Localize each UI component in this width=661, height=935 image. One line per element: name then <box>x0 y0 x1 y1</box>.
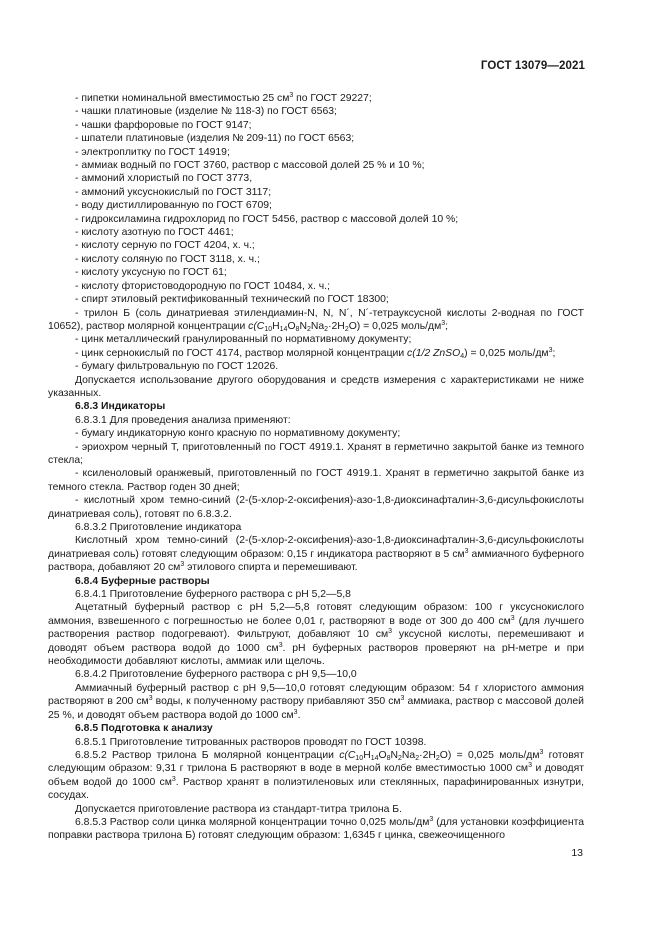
section-heading-6-8-4: 6.8.4 Буферные растворы <box>75 575 210 587</box>
paragraph: Ацетатный буферный раствор с pH 5,2—5,8 готовят следующим образом: 100 г уксуснокислого аммония, взвешенного с погрешностью не более 0,01 г, растворяют в воде от 300 до 400 $см^3$ (для лучшего растворения раствор подогревают). Фильтруют, добавляют 10 $см^3$ уксусной кислоты, перемешивают и доводят объем раствора водой до 1000 $см^3$. pH буферных растворов проверяют на pH-метре и при необходимости добавляют кислоты, аммиак или щелочь. <box>48 602 585 668</box>
list-item: - кислоту серную по ГОСТ 4204, х. ч.; <box>75 240 255 252</box>
document-body <box>48 92 584 843</box>
document-code: ГОСТ 13079—2021 <box>480 60 585 72</box>
list-item: - шпатели платиновые (изделия № 209-11) по ГОСТ 6563; <box>75 133 355 145</box>
list-item: - цинк металлический гранулированный по нормативному документу; <box>75 334 412 346</box>
list-item: - пипетки номинальной вместимостью 25 $см^3$ по ГОСТ 29227; <box>75 92 372 104</box>
list-item-trilon: - трилон Б (соль динатриевая этилендиамин-N, N, N´, N´-тетрауксусной кислоты 2-водная по ГОСТ 10652), раствор молярной концентрации $c(C_{10}H_{14}O_8N_2Na_2\cdot 2H_2O) = 0,025$ моль/$дм^3$; <box>48 307 584 333</box>
list-item: - аммоний хлористый по ГОСТ 3773, <box>75 173 253 185</box>
list-item: - ксиленоловый оранжевый, приготовленный по ГОСТ 4919.1. Хранят в герметично закрытой банке из темного стекла. Раствор годен 30 дней; <box>48 468 584 493</box>
section-heading-6-8-3: 6.8.3 Индикаторы <box>75 401 166 413</box>
list-item: - бумагу индикаторную конго красную по нормативному документу; <box>75 428 401 440</box>
list-item: - бумагу фильтровальную по ГОСТ 12026. <box>75 361 279 373</box>
list-item: - кислоту соляную по ГОСТ 3118, х. ч.; <box>75 253 260 265</box>
list-item: - кислотный хром темно-синий (2-(5-хлор-2-оксифения)-азо-1,8-диоксинафталин-3,6-дисульфокислоты динатриевая соль), готовят по 6.8.3.2. <box>48 495 584 520</box>
subsection-6-8-3-1: 6.8.3.1 Для проведения анализа применяют: <box>75 414 291 426</box>
subsection-6-8-3-2: 6.8.3.2 Приготовление индикатора <box>75 522 242 533</box>
subsection-6-8-4-2: 6.8.4.2 Приготовление буферного раствора с pH 9,5—10,0 <box>75 669 357 681</box>
list-item: - гидроксиламина гидрохлорид по ГОСТ 5456, раствор с массовой долей 10 %; <box>75 213 459 225</box>
paragraph: Аммиачный буферный раствор с pH 9,5—10,0 готовят следующим образом: 54 г хлористого аммония растворяют в 200 $см^3$ воды, к полученному раствору прибавляют 350 $см^3$ аммиака, раствор с массовой долей 25 %, и доводят объем раствора водой до 1000 $см^3$. <box>48 682 584 721</box>
list-item: - спирт этиловый ректификованный технический по ГОСТ 18300; <box>75 294 389 306</box>
list-item: - воду дистиллированную по ГОСТ 6709; <box>75 200 272 212</box>
list-item: - аммоний уксуснокислый по ГОСТ 3117; <box>75 186 272 198</box>
page-number: 13 <box>571 847 583 859</box>
list-item: - аммиак водный по ГОСТ 3760, раствор с массовой долей 25 % и 10 %; <box>75 160 425 172</box>
list-item: - чашки фарфоровые по ГОСТ 9147; <box>75 119 252 131</box>
subsection-6-8-5-1: 6.8.5.1 Приготовление титрованных растворов проводят по ГОСТ 10398. <box>75 736 427 748</box>
list-item: - электроплитку по ГОСТ 14919; <box>75 146 230 158</box>
list-item: - кислоту азотную по ГОСТ 4461; <box>75 227 234 239</box>
list-item: - кислоту уксусную по ГОСТ 61; <box>75 267 227 279</box>
list-item-zinc-sulfate: - цинк сернокислый по ГОСТ 4174, раствор молярной концентрации c(1/2 ZnSO$_4$) = 0,025 моль/$дм^3$; <box>75 346 556 360</box>
subsection-6-8-4-1: 6.8.4.1 Приготовление буферного раствора с pH 5,2—5,8 <box>75 589 351 601</box>
paragraph: Допускается использование другого оборудования и средств измерения с характеристиками не ниже указанных. <box>48 374 584 399</box>
list-item: - чашки платиновые (изделие № 118-3) по ГОСТ 6563; <box>75 106 337 118</box>
list-item: - эриохром черный Т, приготовленный по ГОСТ 4919.1. Хранят в герметично закрытой банке из темного стекла; <box>48 441 584 466</box>
paragraph: 6.8.5.3 Раствор соли цинка молярной концентрации точно 0,025 моль/$дм^3$ (для установки коэффициента поправки раствора трилона Б) готовят следующим образом: 1,6345 г цинка, свежеочищенного <box>48 815 584 842</box>
paragraph: 6.8.5.2 Раствор трилона Б молярной концентрации $c(C_{10}H_{14}O_8N_2Na_2\cdot 2H_2O) = 0,025$ моль/$дм^3$ готовят следующим образом: 9,31 г трилона Б растворяют в воде в мерной колбе вместимостью 1000 $см^3$ и доводят объем водой до 1000 $см^3$. Раствор хранят в полиэтиленовых или стеклянных, парафинированных изнутри, сосудах. <box>48 748 584 802</box>
paragraph: Допускается приготовление раствора из стандарт-титра трилона Б. <box>75 803 402 815</box>
list-item: - кислоту фтористоводородную по ГОСТ 10484, х. ч.; <box>75 280 330 292</box>
section-heading-6-8-5: 6.8.5 Подготовка к анализу <box>75 723 213 735</box>
paragraph: Кислотный хром темно-синий (2-(5-хлор-2-оксифения)-азо-1,8-диоксинафталин-3,6-дисульфокислоты динатриевая соль) готовят следующим образом: 0,15 г индикатора растворяют в 5 $см^3$ аммиачного буферного раствора, добавляют 20 $см^3$ этилового спирта и перемешивают. <box>48 535 584 574</box>
